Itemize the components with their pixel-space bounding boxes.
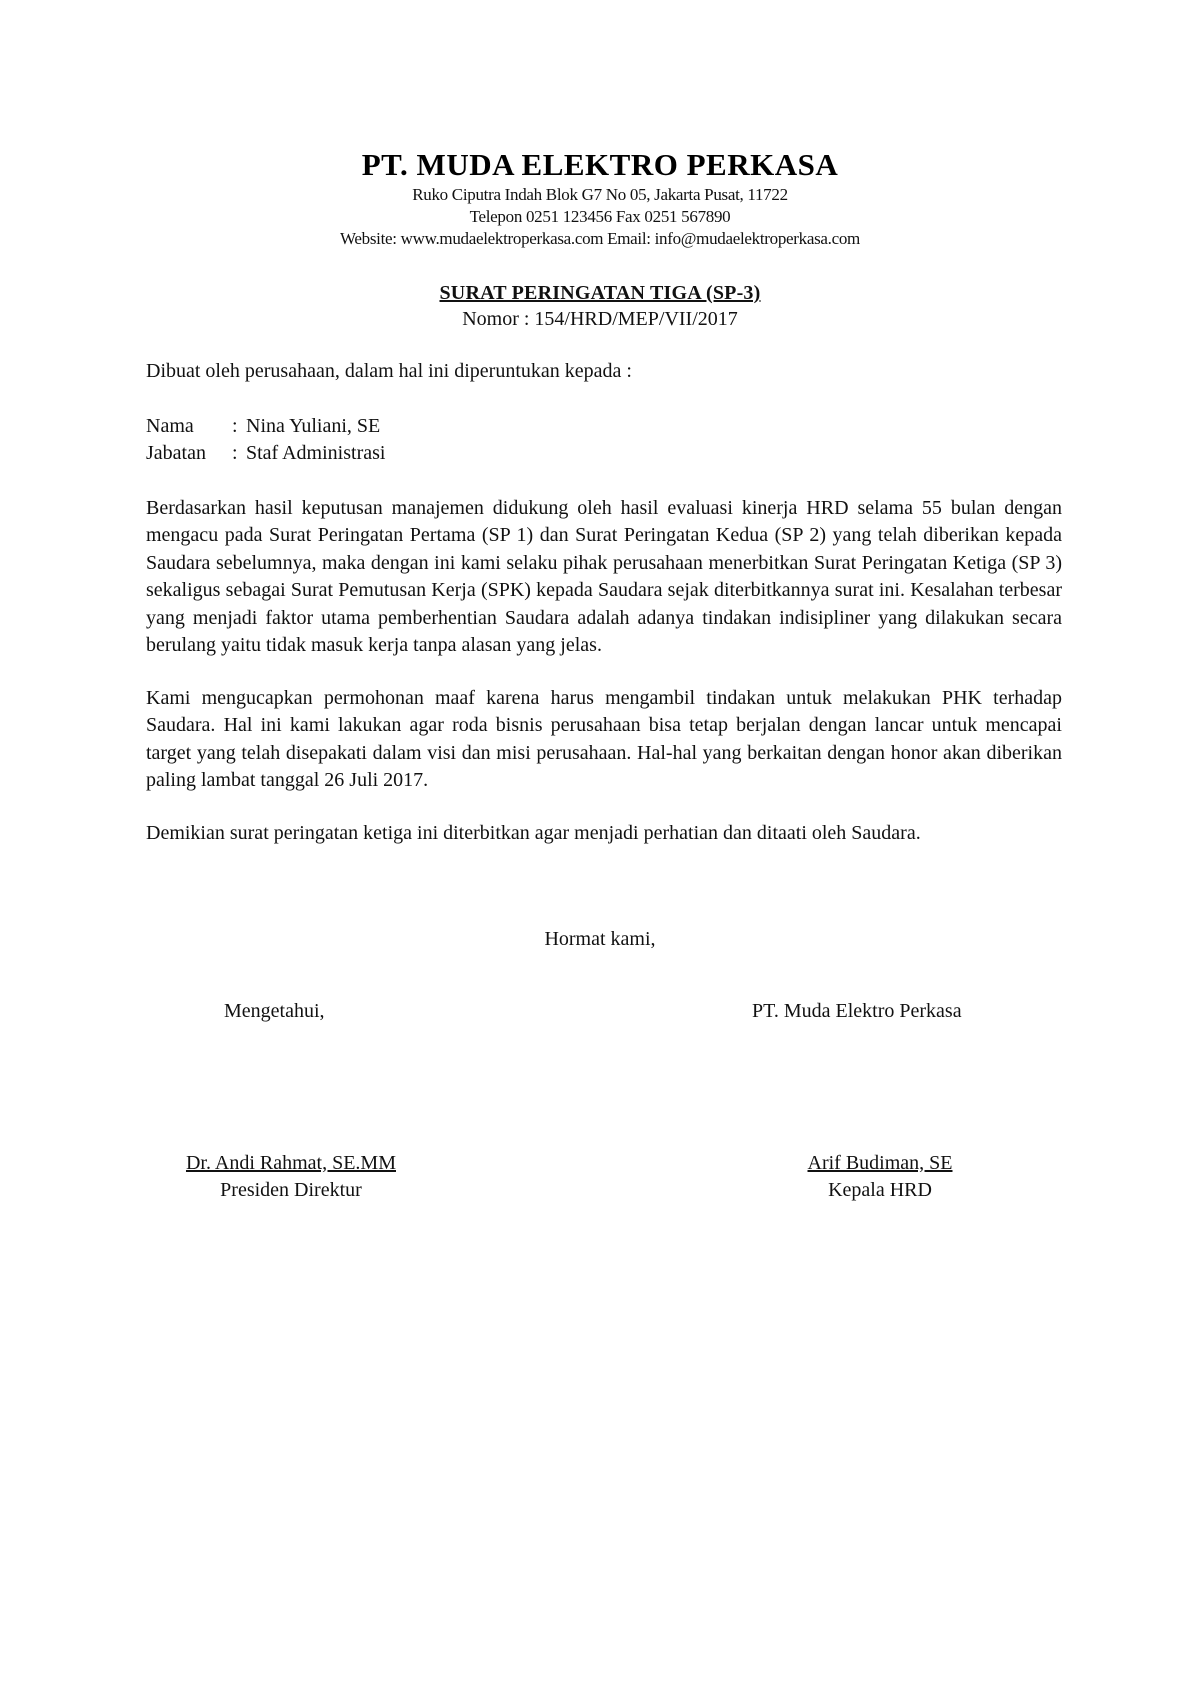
field-row-position [146, 440, 1062, 468]
field-separator: : [232, 442, 238, 464]
company-address: Ruko Ciputra Indah Blok G7 No 05, Jakarta Pusat, 11722 [412, 185, 788, 204]
signature-left [146, 1150, 436, 1204]
signatory-title-left: Presiden Direktur [220, 1179, 362, 1201]
closing-salutation: Hormat kami, [544, 928, 656, 950]
field-value-name: Nina Yuliani, SE [246, 414, 381, 437]
company-phone-fax: Telepon 0251 123456 Fax 0251 567890 [469, 207, 731, 226]
signatory-title-right: Kepala HRD [828, 1179, 932, 1201]
letterhead [0, 146, 1200, 250]
letter-number: Nomor : 154/HRD/MEP/VII/2017 [462, 308, 738, 330]
field-row-name [146, 413, 1062, 441]
letter-body [146, 358, 1062, 872]
letter-title-block [0, 280, 1200, 332]
recipient-fields [146, 413, 1062, 468]
field-separator: : [232, 414, 238, 437]
letter-title: SURAT PERINGATAN TIGA (SP-3) [439, 282, 761, 304]
field-value-position: Staf Administrasi [246, 442, 386, 464]
field-label-name: Nama [146, 414, 194, 437]
paragraph-closing: Demikian surat peringatan ketiga ini diterbitkan agar menjadi perhatian dan ditaati oleh Saudara. [146, 821, 921, 844]
company-signature-label: PT. Muda Elektro Perkasa [752, 1000, 962, 1022]
company-name: PT. MUDA ELEKTRO PERKASA [361, 147, 839, 182]
company-web-email: Website: www.mudaelektroperkasa.com Email: info@mudaelektroperkasa.com [340, 229, 860, 248]
intro-text: Dibuat oleh perusahaan, dalam hal ini diperuntukan kepada : [146, 360, 632, 382]
signatory-name-left: Dr. Andi Rahmat, SE.MM [185, 1152, 396, 1174]
paragraph-decision: Berdasarkan hasil keputusan manajemen didukung oleh hasil evaluasi kinerja HRD selama 55 bulan dengan mengacu pada Surat Peringatan Pertama (SP 1) dan Surat Peringatan Kedua (SP 2) yang telah diberikan kepada Saudara sebelumnya, maka dengan ini kami selaku pihak perusahaan menerbitkan Surat Peringatan Ketiga (SP 3) sekaligus sebagai Surat Pemutusan Kerja (SPK) kepada Saudara sejak diterbitkannya surat ini. Kesalahan terbesar yang menjadi faktor utama pemberhentian Saudara adalah adanya tindakan indisipliner yang dilakukan secara berulang yaitu tidak masuk kerja tanpa alasan yang jelas. [146, 496, 1062, 656]
signatory-name-right: Arif Budiman, SE [807, 1152, 953, 1174]
paragraph-apology: Kami mengucapkan permohonan maaf karena harus mengambil tindakan untuk melakukan PHK terhadap Saudara. Hal ini kami lakukan agar roda bisnis perusahaan bisa tetap berjalan dengan lancar untuk mencapai target yang telah disepakati dalam visi dan misi perusahaan. Hal-hal yang berkaitan dengan honor akan diberikan paling lambat tanggal 26 Juli 2017. [146, 686, 1062, 791]
signature-right [730, 1150, 1030, 1204]
acknowledged-label: Mengetahui, [224, 1000, 325, 1022]
field-label-position: Jabatan [146, 442, 206, 464]
